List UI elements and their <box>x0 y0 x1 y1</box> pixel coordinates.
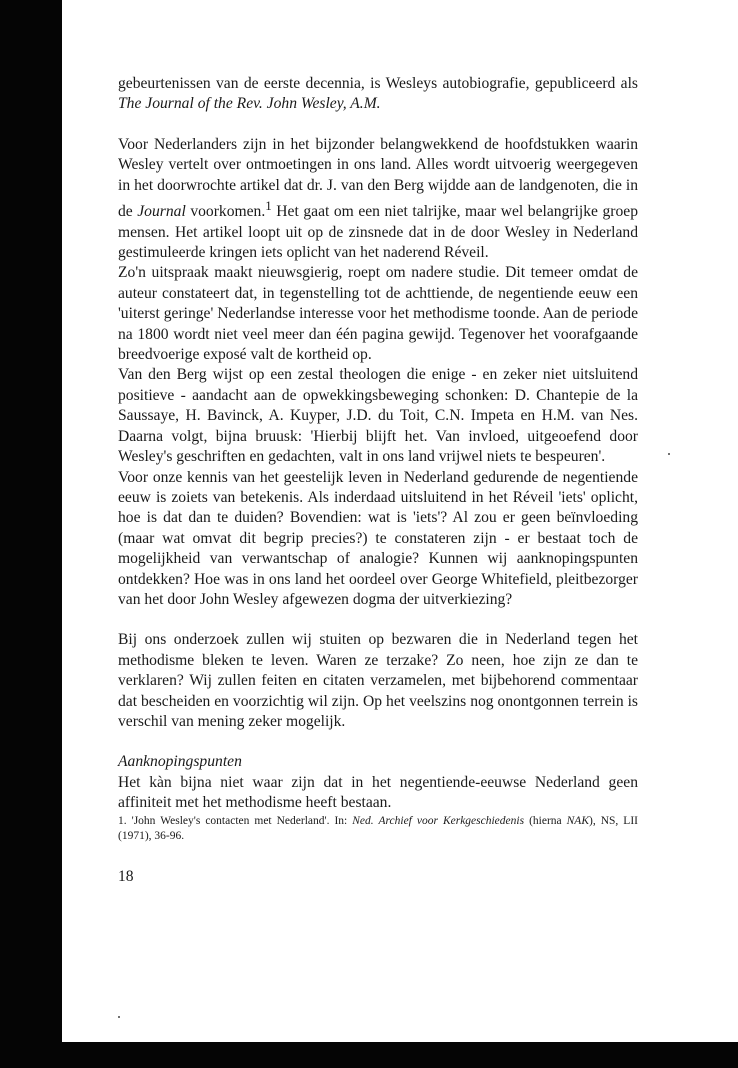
section-heading: Aanknopingspunten <box>118 753 242 771</box>
footnote: 1. 'John Wesley's contacten met Nederland'. In: Ned. Archief voor Kerkgeschiedenis (hierna NAK), NS, LII (1971), 36-96. <box>118 814 638 842</box>
scan-speck <box>668 453 670 455</box>
page-number: 18 <box>118 867 134 885</box>
footnote-marker: 1 <box>265 198 272 214</box>
paragraph-knowledge: Voor onze kennis van het geestelijk leven in Nederland gedurende de negentiende eeuw is zoiets van betekenis. Als inderdaad uitsluitend in het Réveil 'iets' oplicht, hoe is dat dan te duiden? Bovendien: wat is 'iets'? Al zou er geen beïnvloeding (maar wat omvat dit begrip precies?) te constateren zijn - er bestaat toch de mogelijkheid van verwantschap of analogie? Kunnen wij aanknopingspunten ontdekken? Hoe was in ons land het oordeel over George Whitefield, pleitbezorger van het door John Wesley afgewezen dogma der uitverkiezing? <box>118 468 638 608</box>
journal-title: The Journal of the Rev. John Wesley, A.M. <box>118 95 381 113</box>
section-text: Het kàn bijna niet waar zijn dat in het negentiende-eeuwse Nederland geen affiniteit met het methodisme heeft bestaan. <box>118 773 638 812</box>
paragraph-curiosity: Zo'n uitspraak maakt nieuwsgierig, roept om nadere studie. Dit temeer omdat de auteur constateert dat, in tegenstelling tot de achttiende, de negentiende eeuw een 'uiterst geringe' Nederlandse interesse voor het methodisme toonde. Aan de periode na 1800 wordt niet veel meer dan één pagina gewijd. Tegenover het voorafgaande breedvoerige exposé valt de kortheid op. <box>118 264 638 364</box>
paragraph-objections: Bij ons onderzoek zullen wij stuiten op bezwaren die in Nederland tegen het methodisme bleken te leven. Waren ze terzake? Zo neen, hoe zijn ze dan te verklaren? Wij zullen feiten en citaten verzamelen, met bijbehorend commentaar dat bescheiden en voorzichtig wil zijn. Op het veelszins nog onontgonnen terrein is verschil van mening zeker mogelijk. <box>118 631 638 730</box>
document-page <box>118 74 638 887</box>
scan-border-left <box>0 0 62 1068</box>
scan-speck <box>118 1016 120 1018</box>
paragraph-theologians: Van den Berg wijst op een zestal theologen die enige - en zeker niet uitsluitend positieve - aandacht aan de opwekkingsbeweging schonken: D. Chantepie de la Saussaye, H. Bavinck, A. Kuyper, J.D. du Toit, C.N. Impeta en H.M. van Nes. Daarna volgt, bijna bruusk: 'Hierbij blijft het. Van invloed, uitgeoefend door Wesley's geschriften en gedachten, valt in ons land vrijwel niets te bespeuren'. <box>118 366 638 466</box>
paragraph-wesley-encounters: Voor Nederlanders zijn in het bijzonder belangwekkend de hoofdstukken waarin Wesley vertelt over ontmoetingen in ons land. Alles wordt uitvoerig weergegeven in het doorwrochte artikel dat dr. J. van den Berg wijdde aan de landgenoten, die in de Journal voorkomen.$^1$ Het gaat om een niet talrijke, maar wel belangrijke groep mensen. Het artikel loopt uit op de zinsnede dat in de door Wesley in Nederland gestimuleerde kringen iets oplicht van het naderend Réveil. <box>118 135 638 262</box>
scan-border-bottom <box>0 1042 738 1068</box>
paragraph-intro: gebeurtenissen van de eerste decennia, is Wesleys autobiografie, gepubliceerd als The Journal of the Rev. John Wesley, A.M. <box>118 75 638 113</box>
journal-italic: Journal <box>137 203 186 221</box>
